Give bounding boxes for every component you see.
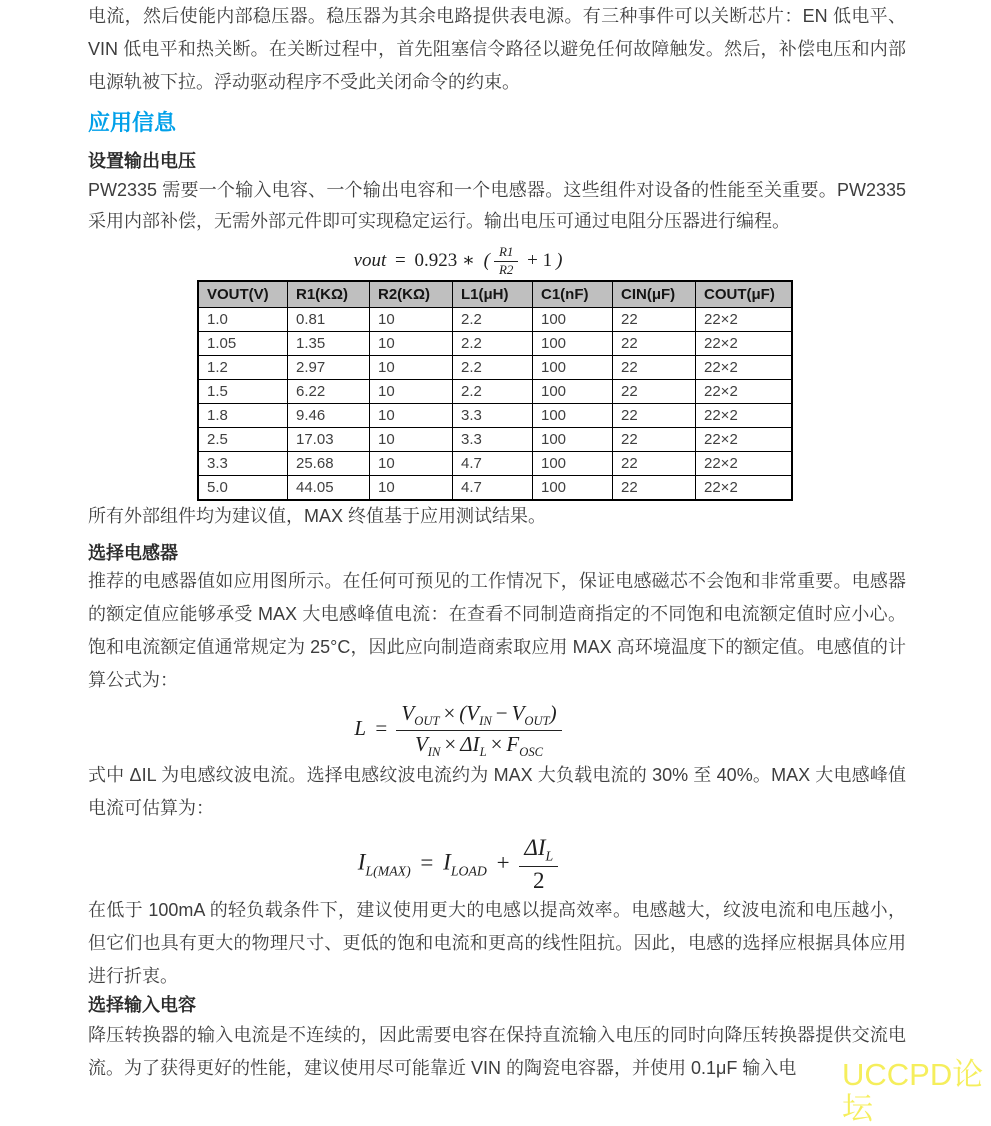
times-sign3: × <box>490 731 503 756</box>
table-row <box>198 355 792 379</box>
formula-peak-current <box>88 835 828 894</box>
table-cell: 22 <box>613 475 696 500</box>
sub-l: L <box>479 744 487 759</box>
formula-il-lhs: I <box>357 849 366 875</box>
table-cell: 9.46 <box>288 403 370 427</box>
table-cell: 22×2 <box>696 427 793 451</box>
table-header-row <box>198 281 792 308</box>
close-paren: ) <box>549 700 557 725</box>
table-cell: 10 <box>370 427 453 451</box>
table-cell: 22×2 <box>696 379 793 403</box>
subsection-choose-inductor: 选择电感器 <box>88 542 178 563</box>
table-cell: 100 <box>533 355 613 379</box>
formula-l-numerator <box>396 701 561 731</box>
sub-in: IN <box>479 714 492 729</box>
table-cell: 1.2 <box>198 355 288 379</box>
table-row <box>198 427 792 451</box>
col-r2: R2(KΩ) <box>370 281 453 308</box>
sub-osc: OSC <box>519 744 544 759</box>
table-cell: 2.2 <box>453 331 533 355</box>
paragraph-shutdown-description: 电流，然后使能内部稳压器。稳压器为其余电路提供表电源。有三种事件可以关断芯片：EN 低电平、VIN 低电平和热关断。在关断过程中，首先阻塞信令路径以避免任何故障触发。然后，补偿电压和内部电源轨被下拉。浮动驱动程序不受此关闭命令的约束。 <box>88 6 906 92</box>
formula-output-voltage <box>88 245 828 278</box>
minus-sign: − <box>495 700 508 725</box>
table-note: 所有外部组件均为建议值，MAX 终值基于应用测试结果。 <box>88 505 547 526</box>
table-cell: 22 <box>613 355 696 379</box>
table-cell: 17.03 <box>288 427 370 451</box>
table-cell: 10 <box>370 307 453 331</box>
table-cell: 0.81 <box>288 307 370 331</box>
table-cell: 100 <box>533 379 613 403</box>
formula-inductance <box>88 701 828 759</box>
paragraph-inductor-selection: 推荐的电感器值如应用图所示。在任何可预见的工作情况下，保证电感磁芯不会饱和非常重要。电感器的额定值应能够承受 MAX 大电感峰值电流：在查看不同制造商指定的不同饱和电流额定值时应小心。饱和电流额定值通常规定为 25°C，因此应向制造商索取应用 MAX 高环境温度下的额定值。电感值的计算公式为： <box>88 570 906 690</box>
var-vin2: V <box>414 731 428 756</box>
table-cell: 44.05 <box>288 475 370 500</box>
formula-vout-close-paren: ) <box>556 249 563 271</box>
sub-lmax: L(MAX) <box>365 863 411 879</box>
paragraph-input-capacitor: 降压转换器的输入电流是不连续的，因此需要电容在保持直流输入电压的同时向降压转换器提供交流电流。为了获得更好的性能，建议使用尽可能靠近 VIN 的陶瓷电容器，并使用 0.1μF 输入电 <box>88 1025 906 1079</box>
var-iload: I <box>443 849 451 875</box>
table-row <box>198 451 792 475</box>
formula-vout-lhs: vout <box>353 249 387 271</box>
sub-l2: L <box>545 848 554 864</box>
table-cell: 22×2 <box>696 403 793 427</box>
table-cell: 22×2 <box>696 475 793 500</box>
table-body <box>198 307 792 500</box>
table-cell: 100 <box>533 307 613 331</box>
times-sign2: × <box>444 731 457 756</box>
paragraph-ripple-current: 式中 ΔIL 为电感纹波电流。选择电感纹波电流约为 MAX 大负载电流的 30% 至 40%。MAX 大电感峰值电流可估算为： <box>88 765 906 819</box>
formula-vout-r1: R1 <box>494 245 518 262</box>
table-cell: 2.2 <box>453 355 533 379</box>
formula-vout-open-paren: ( <box>483 249 490 271</box>
formula-vout-fraction <box>494 245 518 278</box>
table-cell: 10 <box>370 355 453 379</box>
component-values-table <box>197 280 793 501</box>
times-sign: × <box>443 700 456 725</box>
formula-vout-equals: = <box>395 249 406 271</box>
table-cell: 4.7 <box>453 475 533 500</box>
table-cell: 10 <box>370 403 453 427</box>
table-row <box>198 475 792 500</box>
formula-l-lhs: L <box>354 715 367 740</box>
table-cell: 4.7 <box>453 451 533 475</box>
table-cell: 22×2 <box>696 331 793 355</box>
formula-vout-coefficient: 0.923 ∗ <box>414 249 475 271</box>
table-row <box>198 379 792 403</box>
col-r1: R1(KΩ) <box>288 281 370 308</box>
paragraph-light-load: 在低于 100mA 的轻负载条件下，建议使用更大的电感以提高效率。电感越大，纹波电流和电压越小，但它们也具有更大的物理尺寸、更低的饱和电流和更高的线性阻抗。因此，电感的选择应根据具体应用进行折衷。 <box>88 900 906 987</box>
var-delta-il: ΔI <box>460 731 480 756</box>
table-cell: 6.22 <box>288 379 370 403</box>
var-vin: V <box>466 700 480 725</box>
table-cell: 100 <box>533 331 613 355</box>
table-cell: 22×2 <box>696 355 793 379</box>
formula-il-denominator: 2 <box>533 867 545 893</box>
table-cell: 10 <box>370 451 453 475</box>
table-row <box>198 403 792 427</box>
formula-vout-r2: R2 <box>498 261 514 277</box>
table-cell: 1.8 <box>198 403 288 427</box>
table-cell: 22 <box>613 379 696 403</box>
table-cell: 100 <box>533 427 613 451</box>
subsection-choose-input-capacitor: 选择输入电容 <box>88 995 196 1016</box>
document-content <box>88 0 906 1085</box>
col-cout: COUT(μF) <box>696 281 793 308</box>
var-fosc: F <box>506 731 520 756</box>
formula-il-fraction <box>519 835 558 894</box>
table-cell: 1.05 <box>198 331 288 355</box>
sub-out2: OUT <box>524 714 550 729</box>
table-cell: 22 <box>613 427 696 451</box>
table-cell: 22×2 <box>696 451 793 475</box>
table-cell: 5.0 <box>198 475 288 500</box>
table-cell: 22 <box>613 403 696 427</box>
var-vout2: V <box>511 700 525 725</box>
table-cell: 2.97 <box>288 355 370 379</box>
table-cell: 22 <box>613 307 696 331</box>
open-paren: ( <box>459 700 467 725</box>
subsection-set-output-voltage: 设置输出电压 <box>88 151 196 171</box>
table-cell: 10 <box>370 379 453 403</box>
table-cell: 10 <box>370 475 453 500</box>
table-cell: 3.3 <box>453 427 533 451</box>
table-cell: 1.0 <box>198 307 288 331</box>
table-row <box>198 307 792 331</box>
table-cell: 25.68 <box>288 451 370 475</box>
table-cell: 22 <box>613 331 696 355</box>
formula-vout-plus-one: + 1 <box>527 249 553 271</box>
table-row <box>198 331 792 355</box>
table-header <box>198 281 792 308</box>
table-cell: 22×2 <box>696 307 793 331</box>
formula-il-equals: = <box>420 849 434 875</box>
table-cell: 22 <box>613 451 696 475</box>
table-cell: 2.5 <box>198 427 288 451</box>
col-c1: C1(nF) <box>533 281 613 308</box>
table-cell: 3.3 <box>198 451 288 475</box>
paragraph-output-voltage: PW2335 需要一个输入电容、一个输出电容和一个电感器。这些组件对设备的性能至关重要。PW2335 采用内部补偿，无需外部元件即可实现稳定运行。输出电压可通过电阻分压器进行编程。 <box>88 180 906 231</box>
table-cell: 1.5 <box>198 379 288 403</box>
formula-il-numerator <box>519 835 558 866</box>
col-l1: L1(μH) <box>453 281 533 308</box>
table-cell: 10 <box>370 331 453 355</box>
table-cell: 2.2 <box>453 379 533 403</box>
formula-l-equals: = <box>375 715 388 740</box>
table-cell: 100 <box>533 475 613 500</box>
table-cell: 100 <box>533 403 613 427</box>
table-cell: 1.35 <box>288 331 370 355</box>
sub-out: OUT <box>414 714 440 729</box>
var-delta-il2: ΔI <box>524 835 546 861</box>
col-cin: CIN(μF) <box>613 281 696 308</box>
var-vout: V <box>401 700 415 725</box>
table-cell: 2.2 <box>453 307 533 331</box>
table-cell: 3.3 <box>453 403 533 427</box>
section-title-application-info: 应用信息 <box>88 110 177 135</box>
col-vout: VOUT(V) <box>198 281 288 308</box>
formula-l-denominator <box>396 731 561 760</box>
sub-in2: IN <box>427 744 441 759</box>
plus-sign: + <box>496 849 510 875</box>
formula-l-fraction <box>396 701 561 759</box>
table-cell: 100 <box>533 451 613 475</box>
forum-watermark: UCCPD论坛 <box>842 1057 984 1126</box>
sub-load: LOAD <box>450 863 487 879</box>
